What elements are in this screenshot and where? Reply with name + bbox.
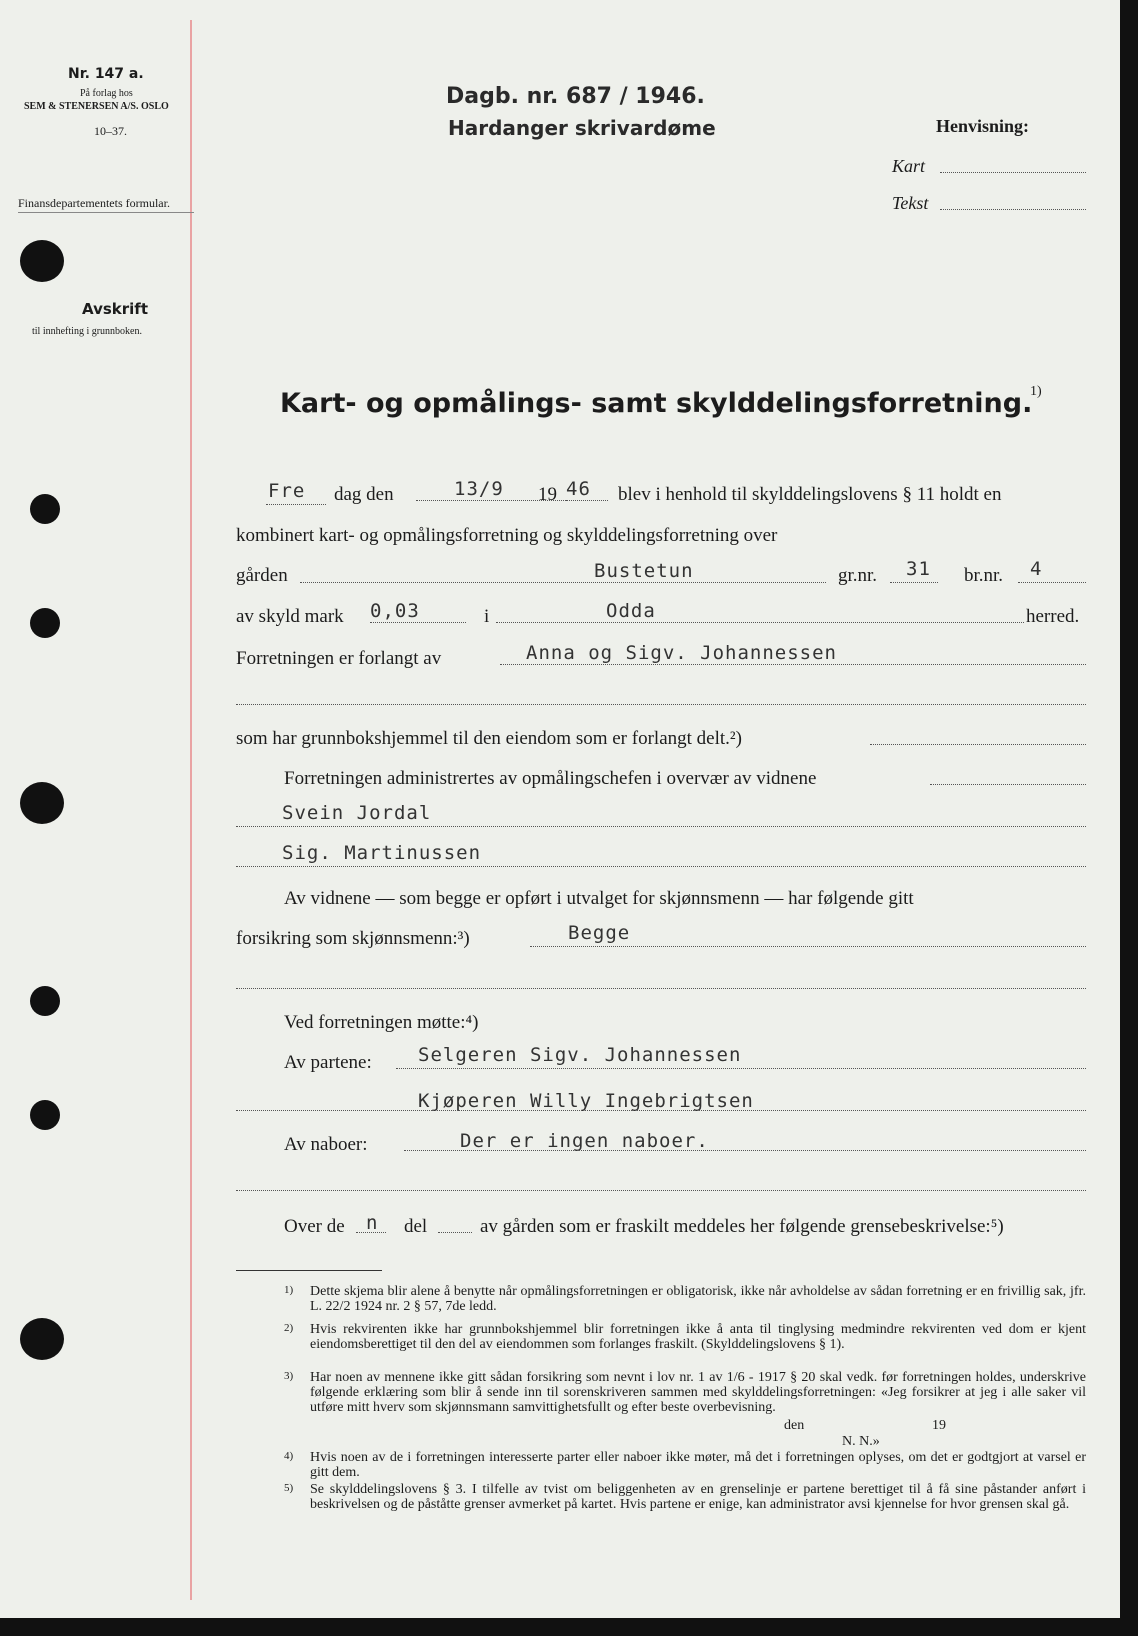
- footnote-text: Har noen av mennene ikke gitt sådan forsikring som nevnt i lov nr. 1 av 1/6 - 1917 § 20 skal vedk. før forretningen holdes, underskrive følgende erklæring som blir å sende inn til sorenskriveren sammen med skylddelingsforretningen: «Jeg forsikrer at jeg i alle saker vil utføre mitt hverv som skjønnsmann samvittighetsfullt og efter beste overbevisning.: [310, 1370, 1086, 1415]
- del-label: del: [404, 1216, 428, 1237]
- footnote-number: 1): [284, 1284, 294, 1296]
- partene-value-1: Selgeren Sigv. Johannessen: [418, 1044, 742, 1066]
- footnote-text: Se skylddelingslovens § 3. I tilfelle av tvist om beliggenheten av en grenselinje er partene berettiget til å få sine påstander anført i beskrivelsen og de påståtte grenser avmerket på kartet. Hvis partene er enige, kan administrator avsi kjennelse for hvor grensen skal gå.: [310, 1482, 1086, 1512]
- tekst-label: Tekst: [892, 193, 929, 213]
- partene-label: Av partene:: [284, 1052, 372, 1073]
- weekday-value: Fre: [268, 480, 306, 502]
- over-value: n: [366, 1212, 379, 1234]
- skyld-label: av skyld mark: [236, 606, 344, 627]
- administrert-text: Forretningen administrertes av opmålingschefen i overvær av vidnene: [284, 768, 817, 789]
- dag-den-label: dag den: [334, 484, 394, 505]
- publisher-line2: SEM & STENERSEN A/S. OSLO: [24, 101, 169, 112]
- garden-value: Bustetun: [594, 560, 694, 582]
- over-de-label: Over de: [284, 1216, 345, 1237]
- garden-label: gården: [236, 565, 288, 586]
- ministry-form: Finansdepartementets formular.: [18, 196, 170, 210]
- punch-hole: [30, 494, 60, 524]
- year-prefix: 19: [538, 484, 557, 505]
- herred-value: Odda: [606, 600, 656, 622]
- footnote-number: 4): [284, 1450, 294, 1462]
- grense-text: av gården som er fraskilt meddeles her følgende grensebeskrivelse:⁵): [480, 1216, 1004, 1237]
- grnr-value: 31: [906, 558, 931, 580]
- witness-2: Sig. Martinussen: [282, 842, 482, 864]
- year-value: 46: [566, 478, 591, 500]
- fn3-den: den: [784, 1418, 805, 1433]
- footnote-number: 3): [284, 1370, 294, 1382]
- journal-stamp-number: Dagb. nr. 687 / 1946.: [446, 84, 705, 109]
- skyld-value: 0,03: [370, 600, 420, 622]
- henvisning-label: Henvisning:: [936, 116, 1030, 136]
- grnr-label: gr.nr.: [838, 565, 878, 586]
- witness-1: Svein Jordal: [282, 802, 432, 824]
- forlangt-value: Anna og Sigv. Johannessen: [526, 642, 837, 664]
- punch-hole: [20, 240, 64, 282]
- kombinert-text: kombinert kart- og opmålingsforretning og skylddelingsforretning over: [236, 525, 778, 546]
- margin-rule: [190, 20, 192, 1600]
- avskrift-sub: til innhefting i grunnboken.: [32, 326, 142, 337]
- i-label: i: [484, 606, 490, 627]
- brnr-value: 4: [1030, 558, 1043, 580]
- grunnbok-text: som har grunnbokshjemmel til den eiendom som er forlangt delt.²): [236, 728, 742, 749]
- footnote-text: Dette skjema blir alene å benytte når opmålingsforretningen er obligatorisk, ikke når avholdelse av sådan forretning er en frivillig sak, jfr. L. 22/2 1924 nr. 2 § 57, 7de ledd.: [310, 1284, 1086, 1314]
- blev-text: blev i henhold til skylddelingslovens § 11 holdt en: [618, 484, 1002, 505]
- title-footnote-ref: 1): [1030, 384, 1042, 399]
- motte-text: Ved forretningen møtte:⁴): [284, 1012, 479, 1033]
- edition: 10–37.: [94, 124, 127, 138]
- herred-label: herred.: [1026, 606, 1080, 627]
- punch-hole: [20, 1318, 64, 1360]
- date-value: 13/9: [454, 478, 504, 500]
- footnote-number: 5): [284, 1482, 294, 1494]
- footnote-text: Hvis rekvirenten ikke har grunnbokshjemmel blir forretningen ikke å anta til tinglysing medmindre rekvirenten ved dom er kjent eiendomsberettiget til den del av eiendommen som forlanges fraskilt. (Skylddelingslovens § 1).: [310, 1322, 1086, 1352]
- vidnene-text: Av vidnene — som begge er opført i utvalget for skjønnsmenn — har følgende gitt: [284, 888, 914, 909]
- naboer-value: Der er ingen naboer.: [460, 1130, 709, 1152]
- punch-hole: [30, 608, 60, 638]
- document-title: Kart- og opmålings- samt skylddelingsforretning.: [280, 388, 1033, 419]
- naboer-label: Av naboer:: [284, 1134, 368, 1155]
- brnr-label: br.nr.: [964, 565, 1004, 586]
- punch-hole: [30, 1100, 60, 1130]
- publisher-line1: På forlag hos: [80, 88, 133, 99]
- footnote-number: 2): [284, 1322, 294, 1334]
- scan-border-bottom: [0, 1618, 1138, 1636]
- partene-value-2: Kjøperen Willy Ingebrigtsen: [418, 1090, 754, 1112]
- punch-hole: [30, 986, 60, 1016]
- forsikring-value: Begge: [568, 922, 631, 944]
- avskrift-label: Avskrift: [82, 300, 148, 318]
- fn3-nn: N. N.»: [842, 1434, 880, 1449]
- forlangt-label: Forretningen er forlangt av: [236, 648, 442, 669]
- footnote-text: Hvis noen av de i forretningen interesserte parter eller naboer ikke møter, må det i forretningen oplyses, om det er godtgjort at varsel er gitt dem.: [310, 1450, 1086, 1480]
- fn3-year: 19: [932, 1418, 946, 1433]
- form-number: Nr. 147 a.: [68, 66, 144, 82]
- punch-hole: [20, 782, 64, 824]
- journal-stamp-court: Hardanger skrivardøme: [448, 116, 716, 140]
- scan-border-right: [1120, 0, 1138, 1636]
- forsikring-label: forsikring som skjønnsmenn:³): [236, 928, 470, 949]
- footnote-rule: [236, 1270, 382, 1271]
- kart-label: Kart: [892, 156, 926, 176]
